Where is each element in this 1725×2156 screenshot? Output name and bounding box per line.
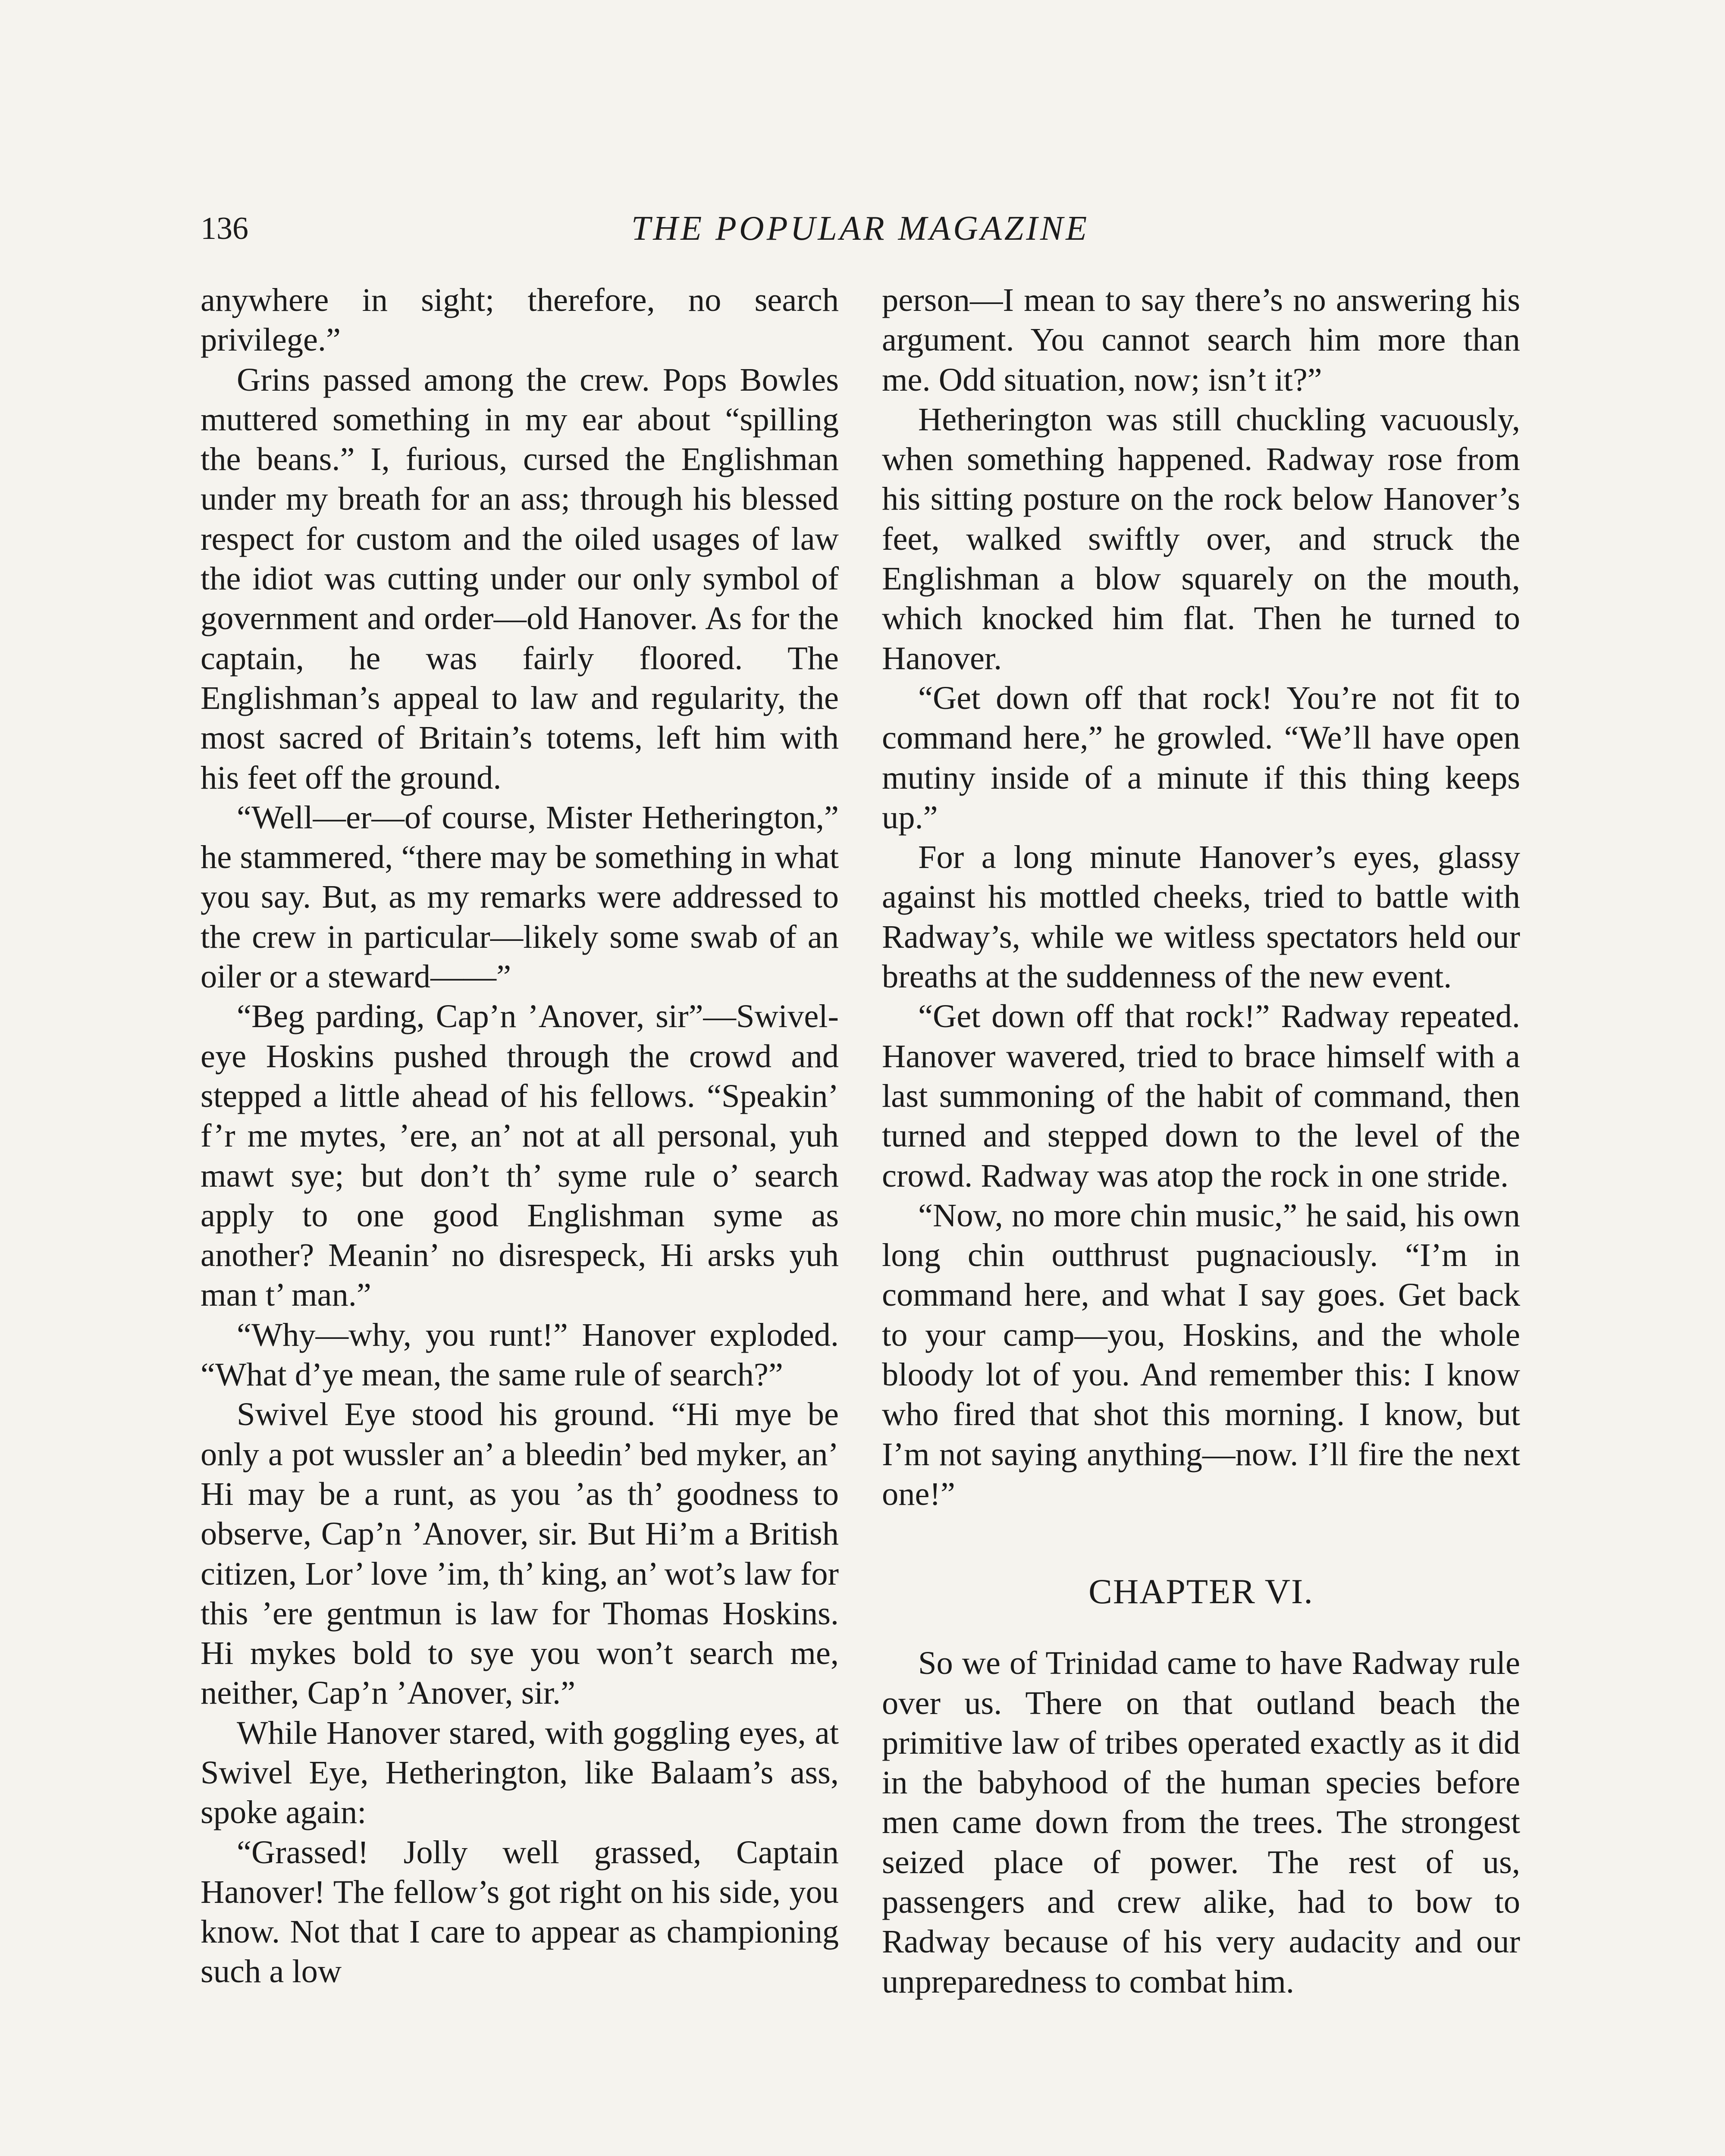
right-column [882, 280, 1520, 2002]
paragraph: “Well—er—of course, Mister Hetherington,” he stammered, “there may be something in what you say. But, as my remarks were addressed to the crew in particular—likely some swab of an oiler or a steward——” [201, 799, 839, 995]
paragraph: “Get down off that rock!” Radway repeated. Hanover wavered, tried to brace himself with a last summoning of the habit of command, then turned and stepped down to the level of the crowd. Radway was atop the rock in one stride. [882, 998, 1520, 1194]
paragraph: For a long minute Hanover’s eyes, glassy against his mottled cheeks, tried to battle with Radway’s, while we witless spectators held our breaths at the suddenness of the new event. [882, 839, 1520, 995]
running-head: THE POPULAR MAGAZINE [631, 210, 1090, 248]
paragraph: “Now, no more chin music,” he said, his own long chin outthrust pugnaciously. “I’m in command here, and what I say goes. Get back to your camp—you, Hoskins, and the whole bloody lot of you. And remember this: I know who fired that shot this morning. I know, but I’m not saying anything—now. I’ll fire the next one!” [882, 1197, 1520, 1512]
paragraph: person—I mean to say there’s no answering his argument. You cannot search him more than me. Odd situation, now; isn’t it?” [882, 282, 1520, 398]
paragraph: “Beg parding, Cap’n ’Anover, sir”—Swivel-eye Hoskins pushed through the crowd and stepped a little ahead of his fellows. “Speakin’ f’r me mytes, ’ere, an’ not at all personal, yuh mawt sye; but don’t th’ syme rule o’ search apply to one good Englishman syme as another? Meanin’ no disrespeck, Hi arsks yuh man t’ man.” [201, 998, 839, 1313]
left-column [201, 280, 839, 1992]
paragraph: While Hanover stared, with goggling eyes, at Swivel Eye, Hetherington, like Balaam’s ass, spoke again: [201, 1714, 839, 1831]
paragraph: So we of Trinidad came to have Radway rule over us. There on that outland beach the primitive law of tribes operated exactly as it did in the babyhood of the human species before men came down from the trees. The strongest seized place of power. The rest of us, passengers and crew alike, had to bow to Radway because of his very audacity and our unpreparedness to combat him. [882, 1645, 1520, 2000]
paragraph: anywhere in sight; therefore, no search privilege.” [201, 282, 839, 358]
paragraph: “Get down off that rock! You’re not fit to command here,” he growled. “We’ll have open mutiny inside of a minute if this thing keeps up.” [882, 679, 1520, 836]
paragraph: “Why—why, you runt!” Hanover exploded. “What d’ye mean, the same rule of search?” [201, 1316, 839, 1393]
paragraph: Hetherington was still chuckling vacuously, when something happened. Radway rose from his sitting posture on the rock below Hanover’s feet, walked swiftly over, and struck the Englishman a blow squarely on the mouth, which knocked him flat. Then he turned to Hanover. [882, 401, 1520, 677]
page-header [201, 203, 1520, 259]
paragraph: Grins passed among the crew. Pops Bowles muttered something in my ear about “spilling the beans.” I, furious, cursed the Englishman under my breath for an ass; through his blessed respect for custom and the oiled usages of law the idiot was cutting under our only symbol of government and order—old Hanover. As for the captain, he was fairly floored. The Englishman’s appeal to law and regularity, the most sacred of Britain’s totems, left him with his feet off the ground. [201, 361, 839, 796]
page-number: 136 [201, 211, 248, 246]
paragraph: “Grassed! Jolly well grassed, Captain Hanover! The fellow’s got right on his side, you know. Not that I care to appear as championing such a low [201, 1833, 839, 1990]
chapter-heading: CHAPTER VI. [1088, 1572, 1314, 1611]
paragraph: Swivel Eye stood his ground. “Hi mye be only a pot wussler an’ a bleedin’ bed myker, an’ Hi may be a runt, as you ’as th’ goodness to observe, Cap’n ’Anover, sir. But Hi’m a British citizen, Lor’ love ’im, th’ king, an’ wot’s law for this ’ere gentmun is law for Thomas Hoskins. Hi mykes bold to sye you won’t search me, neither, Cap’n ’Anover, sir.” [201, 1396, 839, 1711]
